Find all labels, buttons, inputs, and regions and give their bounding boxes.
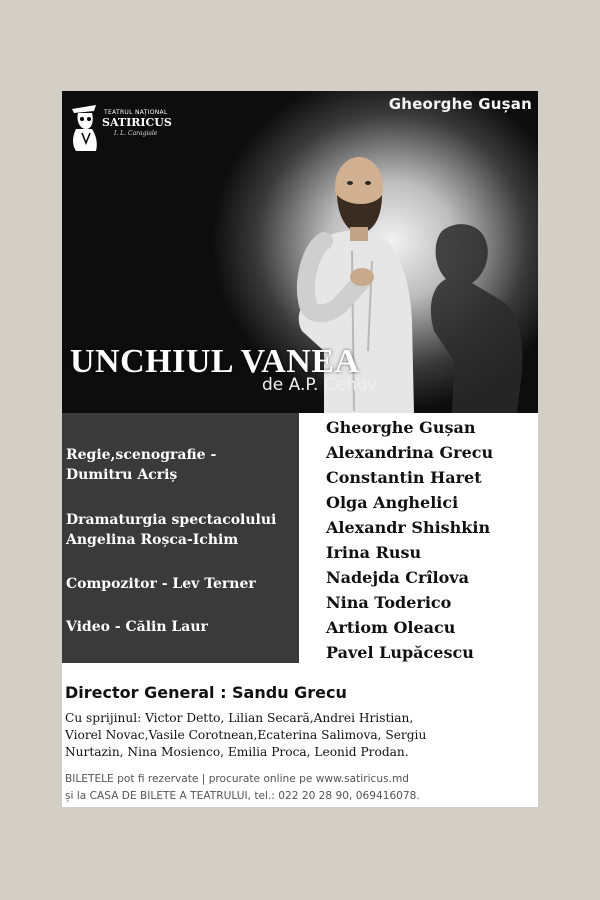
support-line: Nurtazin, Nina Mosienco, Emilia Proca, Leonid Prodan. (65, 745, 409, 759)
cast-member: Pavel Lupăcescu (326, 643, 474, 662)
support-credits (65, 710, 535, 761)
cast-list (326, 415, 538, 665)
cast-member: Alexandrina Grecu (326, 443, 494, 462)
support-line: Cu sprijinul: Victor Detto, Lilian Secară,Andrei Hristian, (65, 711, 414, 725)
play-author: de A.P. Cehov (262, 375, 378, 395)
ticket-info (65, 771, 535, 805)
cast-member: Gheorghe Gușan (326, 418, 476, 437)
cast-member: Nadejda Crîlova (326, 568, 469, 587)
logo-line-3: I. L. Caragiale (114, 130, 158, 137)
caricature-logo-icon (68, 99, 102, 151)
support-line: Viorel Novac,Vasile Corotnean,Ecaterina Salimova, Sergiu (65, 728, 427, 742)
credit-video: Video - Călin Laur (66, 619, 208, 635)
credit-composer: Compozitor - Lev Terner (66, 576, 256, 592)
cast-member: Olga Anghelici (326, 493, 459, 512)
credit-direction-name: Dumitru Acriș (66, 467, 178, 483)
credit-dramaturgy-name: Angelina Roșca-Ichim (66, 532, 239, 548)
logo-line-1: TEATRUL NAȚIONAL (104, 109, 168, 116)
cast-member: Alexandr Shishkin (326, 518, 491, 537)
cast-member: Artiom Oleacu (326, 618, 456, 637)
cast-member: Nina Toderico (326, 593, 452, 612)
theatre-logo (68, 95, 172, 155)
credit-direction-role: Regie,scenografie - (66, 447, 217, 463)
hero-photo (62, 91, 538, 413)
credits-panel (62, 413, 299, 663)
featured-actor: Gheorghe Gușan (388, 95, 532, 113)
credit-dramaturgy-role: Dramaturgia spectacolului (66, 512, 277, 528)
play-title: UNCHIUL VANEA (70, 343, 360, 380)
cast-member: Irina Rusu (326, 543, 422, 562)
cast-member: Constantin Haret (326, 468, 482, 487)
poster (62, 91, 538, 807)
ticket-line: BILETELE pot fi rezervate | procurate online pe www.satiricus.md (65, 773, 410, 785)
logo-line-2: SATIRICUS (102, 116, 172, 129)
ticket-line: și la CASA DE BILETE A TEATRULUI, tel.: 022 20 28 90, 069416078. (65, 790, 420, 802)
director-general: Director General : Sandu Grecu (65, 683, 347, 702)
